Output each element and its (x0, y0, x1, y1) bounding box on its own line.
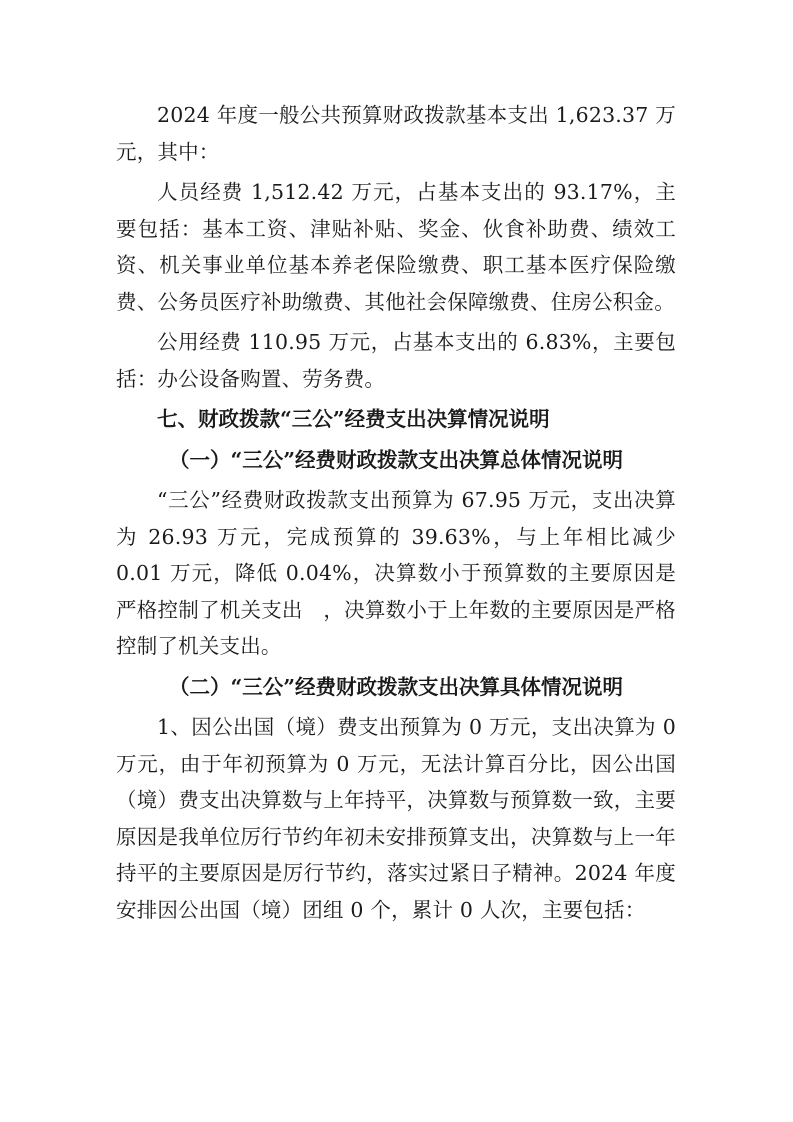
subsection-heading-overall: （一）“三公”经费财政拨款支出决算总体情况说明 (168, 447, 624, 472)
paragraph-public-expenses: 公用经费 110.95 万元，占基本支出的 6.83%，主要包括：办公设备购置、劳务费。 (116, 330, 676, 391)
subsection-heading-detail: （二）“三公”经费财政拨款支出决算具体情况说明 (168, 674, 624, 699)
paragraph-three-public-overall: “三公”经费财政拨款支出预算为 67.95 万元，支出决算为 26.93 万元，完成预算的 39.63%，与上年相比减少 0.01 万元，降低 0.04%，决算数小于预算数的主要原因是严格控制了机关支出 ，决算数小于上年数的主要原因是严格控制了机关支出。 (116, 488, 676, 658)
paragraph-overseas-travel: 1、因公出国（境）费支出预算为 0 万元，支出决算为 0 万元，由于年初预算为 0 万元，无法计算百分比，因公出国（境）费支出决算数与上年持平，决算数与预算数一致，主要原因是我单位厉行节约年初未安排预算支出，决算数与上一年持平的主要原因是厉行节约，落实过紧日子精神。2024 年度安排因公出国（境）团组 0 个，累计 0 人次，主要包括： (116, 715, 676, 922)
paragraph-basic-expenditure: 2024 年度一般公共预算财政拨款基本支出 1,623.37 万元，其中： (116, 103, 676, 164)
document-body (116, 97, 676, 928)
section-heading-seven: 七、财政拨款“三公”经费支出决算情况说明 (157, 407, 550, 431)
paragraph-personnel-expenses: 人员经费 1,512.42 万元，占基本支出的 93.17%，主要包括：基本工资、津贴补贴、奖金、伙食补助费、绩效工资、机关事业单位基本养老保险缴费、职工基本医疗保险缴费、公务员医疗补助缴费、其他社会保障缴费、住房公积金。 (116, 180, 676, 314)
